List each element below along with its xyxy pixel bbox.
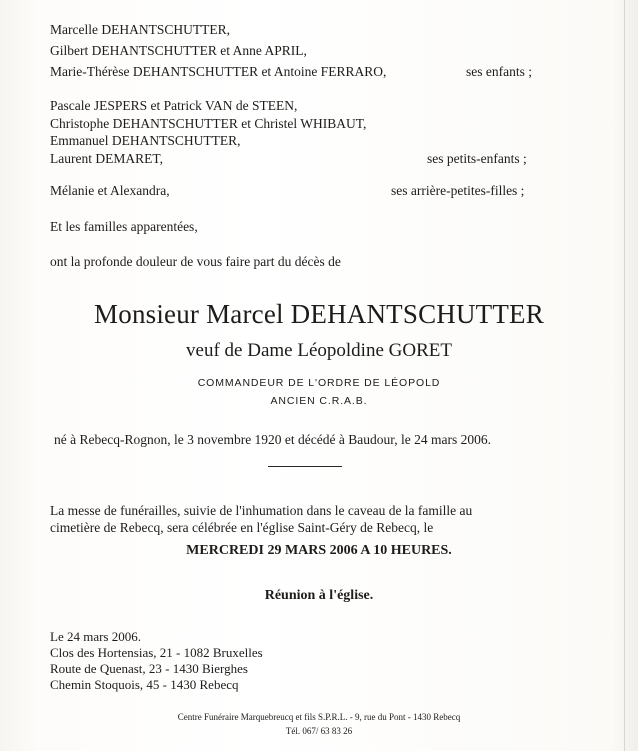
- great-grandchildren-role: ses arrière-petites-filles ;: [391, 183, 525, 198]
- deceased-name: Monsieur Marcel DEHANTSCHUTTER: [94, 299, 544, 329]
- great-grandchildren: Mélanie et Alexandra,: [50, 183, 170, 198]
- funeral-date: MERCREDI 29 MARS 2006 A 10 HEURES.: [186, 543, 452, 558]
- funeral-home: Centre Funéraire Marquebreucq et fils S.P.R.L. - 9, rue du Pont - 1430 Rebecq: [177, 712, 461, 722]
- announcement-text: ont la profonde douleur de vous faire part du décès de: [50, 254, 341, 269]
- children-role: ses enfants ;: [466, 64, 532, 79]
- divider-rule: [268, 466, 342, 467]
- child-3: Marie-Thérèse DEHANTSCHUTTER et Antoine FERRARO,: [50, 64, 387, 79]
- grandchild-4: Laurent DEMARET,: [50, 151, 163, 166]
- grandchild-2: Christophe DEHANTSCHUTTER et Christel WHIBAUT,: [50, 116, 367, 131]
- grandchild-3: Emmanuel DEHANTSCHUTTER,: [50, 133, 241, 148]
- grandchild-1: Pascale JESPERS et Patrick VAN de STEEN,: [50, 98, 298, 113]
- child-2: Gilbert DEHANTSCHUTTER et Anne APRIL,: [50, 43, 307, 58]
- address-1: Clos des Hortensias, 21 - 1082 Bruxelles: [50, 645, 263, 660]
- signoff-date: Le 24 mars 2006.: [50, 629, 141, 644]
- paper-edge: [624, 0, 625, 751]
- honor-crab: ANCIEN C.R.A.B.: [270, 395, 368, 407]
- address-3: Chemin Stoquois, 45 - 1430 Rebecq: [50, 677, 239, 692]
- address-2: Route de Quenast, 23 - 1430 Bierghes: [50, 661, 248, 676]
- funeral-home-phone: Tél. 067/ 63 83 26: [285, 726, 353, 736]
- funeral-line-2: cimetière de Rebecq, sera célébrée en l'église Saint-Géry de Rebecq, le: [50, 520, 434, 535]
- grandchildren-role: ses petits-enfants ;: [427, 151, 527, 166]
- child-1: Marcelle DEHANTSCHUTTER,: [50, 22, 230, 37]
- birth-death: né à Rebecq-Rognon, le 3 novembre 1920 et décédé à Baudour, le 24 mars 2006.: [54, 432, 491, 447]
- widower-of: veuf de Dame Léopoldine GORET: [186, 340, 452, 361]
- funeral-line-1: La messe de funérailles, suivie de l'inhumation dans le caveau de la famille au: [50, 503, 473, 518]
- related-families: Et les familles apparentées,: [50, 219, 198, 234]
- honor-commander: COMMANDEUR DE L'ORDRE DE LÉOPOLD: [197, 377, 441, 389]
- meeting-place: Réunion à l'église.: [264, 588, 374, 603]
